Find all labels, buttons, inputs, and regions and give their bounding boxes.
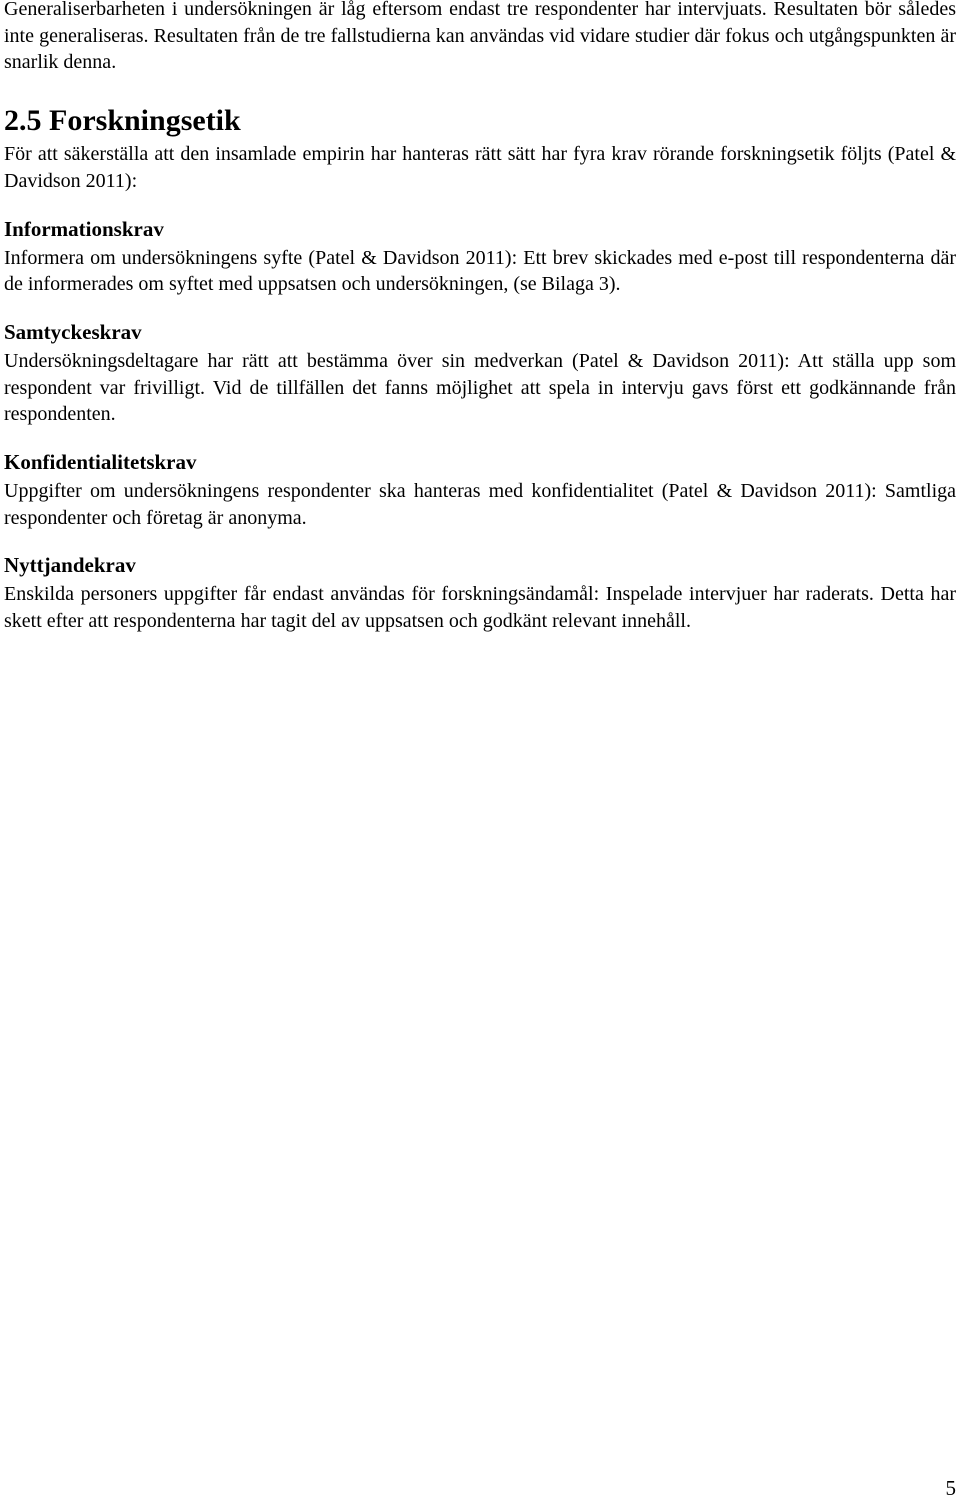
document-page xyxy=(4,0,956,635)
intro-paragraph: Generaliserbarheten i undersökningen är låg eftersom endast tre respondenter har intervjuats. Resultaten bör således inte generaliseras. Resultaten från de tre fallstudierna kan användas vid vidare studier där fokus och utgångspunkten är snarlik denna. xyxy=(4,0,956,74)
konfidentialitetskrav-paragraph: Uppgifter om undersökningens respondenter ska hanteras med konfidentialitet (Patel & Davidson 2011): Samtliga respondenter och företag är anonyma. xyxy=(4,480,956,529)
samtyckeskrav-paragraph: Undersökningsdeltagare har rätt att bestämma över sin medverkan (Patel & Davidson 2011): Att ställa upp som respondent var frivilligt. Vid de tillfällen det fanns möjlighet att spela in intervju gavs först ett godkännande från respondenten. xyxy=(4,349,956,426)
section-intro-paragraph: För att säkerställa att den insamlade empirin har hanteras rätt sätt har fyra krav rörande forskningsetik följts (Patel & Davidson 2011): xyxy=(4,143,956,192)
section-heading: 2.5 Forskningsetik xyxy=(4,104,241,138)
nyttjandekrav-heading: Nyttjandekrav xyxy=(4,553,136,578)
nyttjandekrav-paragraph: Enskilda personers uppgifter får endast användas för forskningsändamål: Inspelade intervjuer har raderats. Detta har skett efter att respondenterna har tagit del av uppsatsen och godkänt relevant innehåll. xyxy=(4,583,956,633)
konfidentialitetskrav-heading: Konfidentialitetskrav xyxy=(4,450,197,475)
informationskrav-heading: Informationskrav xyxy=(4,216,164,241)
samtyckeskrav-heading: Samtyckeskrav xyxy=(4,319,142,344)
page-number: 5 xyxy=(945,1476,956,1500)
informationskrav-paragraph: Informera om undersökningens syfte (Patel & Davidson 2011): Ett brev skickades med e-post till respondenterna där de informerades om syftet med uppsatsen och undersökningen, (se Bilaga 3). xyxy=(4,246,956,296)
